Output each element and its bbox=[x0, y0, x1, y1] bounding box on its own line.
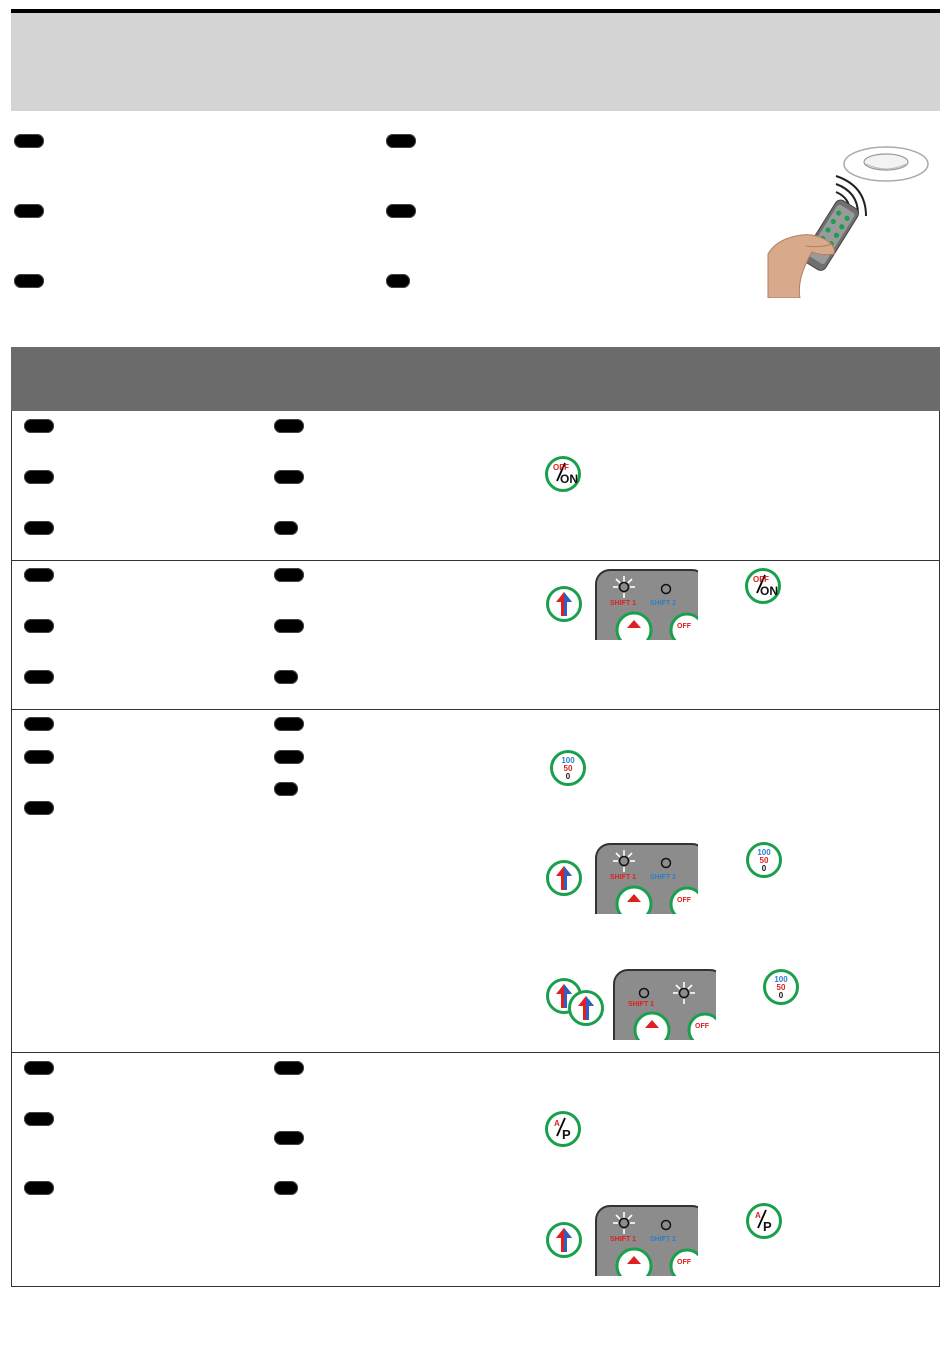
language-pill bbox=[24, 670, 54, 684]
auto-presence-button[interactable] bbox=[545, 1111, 581, 1147]
language-pill bbox=[24, 1112, 54, 1126]
mode-button[interactable] bbox=[550, 750, 586, 786]
auto-presence-icon bbox=[749, 1206, 779, 1236]
language-pill bbox=[386, 204, 416, 218]
shift-arrow-icon bbox=[549, 589, 579, 619]
language-pill bbox=[274, 1061, 304, 1075]
auto-presence-button[interactable] bbox=[746, 1203, 782, 1239]
language-pill bbox=[274, 717, 304, 731]
svg-text:OFF: OFF bbox=[677, 897, 691, 904]
svg-text:OFF: OFF bbox=[553, 463, 569, 472]
svg-text:A: A bbox=[554, 1119, 560, 1128]
language-pill bbox=[274, 521, 298, 535]
instructions-table bbox=[11, 411, 940, 1287]
svg-text:A: A bbox=[755, 1211, 761, 1220]
language-pill bbox=[386, 134, 416, 148]
mode-button[interactable] bbox=[763, 969, 799, 1005]
language-pill bbox=[24, 717, 54, 731]
language-pill bbox=[14, 204, 44, 218]
table-row bbox=[11, 560, 940, 561]
svg-text:SHIFT 1: SHIFT 1 bbox=[628, 1001, 655, 1008]
language-pill bbox=[24, 619, 54, 633]
svg-text:P: P bbox=[562, 1127, 571, 1142]
off-on-button[interactable] bbox=[745, 568, 781, 604]
table-row bbox=[11, 1052, 940, 1053]
language-pill bbox=[24, 750, 54, 764]
svg-text:100: 100 bbox=[561, 756, 575, 765]
language-pill bbox=[274, 670, 298, 684]
svg-text:SHIFT 1: SHIFT 1 bbox=[610, 874, 637, 881]
svg-text:0: 0 bbox=[761, 864, 767, 873]
language-pill bbox=[14, 274, 44, 288]
mode-icon bbox=[749, 845, 779, 875]
shift-button[interactable] bbox=[546, 860, 582, 896]
auto-presence-icon bbox=[548, 1114, 578, 1144]
table-header bbox=[11, 347, 940, 411]
remote-control-icon bbox=[766, 142, 932, 298]
language-pill bbox=[274, 782, 298, 796]
shift1-panel bbox=[594, 842, 698, 914]
svg-text:OFF: OFF bbox=[677, 623, 691, 630]
language-pill bbox=[24, 1061, 54, 1075]
svg-text:100: 100 bbox=[757, 848, 771, 857]
svg-text:50: 50 bbox=[759, 856, 769, 865]
svg-text:ON: ON bbox=[560, 472, 578, 486]
language-pill bbox=[274, 1181, 298, 1195]
svg-text:SHIFT 2: SHIFT 2 bbox=[650, 600, 677, 607]
svg-text:OFF: OFF bbox=[695, 1023, 709, 1030]
language-pill bbox=[24, 801, 54, 815]
shift-button[interactable] bbox=[568, 990, 604, 1026]
table-row bbox=[11, 709, 940, 710]
svg-text:ON: ON bbox=[760, 584, 778, 598]
language-pill bbox=[274, 1131, 304, 1145]
shift1-panel bbox=[594, 1204, 698, 1276]
svg-text:50: 50 bbox=[563, 764, 573, 773]
off-on-icon bbox=[748, 571, 778, 601]
mode-icon bbox=[553, 753, 583, 783]
svg-text:SHIFT 1: SHIFT 1 bbox=[610, 1236, 637, 1243]
language-pill bbox=[24, 568, 54, 582]
shift1-panel bbox=[594, 568, 698, 640]
language-pill bbox=[24, 419, 54, 433]
svg-text:OFF: OFF bbox=[677, 1259, 691, 1266]
language-pill bbox=[386, 274, 410, 288]
language-pill bbox=[274, 419, 304, 433]
mode-icon bbox=[766, 972, 796, 1002]
svg-text:SHIFT 1: SHIFT 1 bbox=[610, 600, 637, 607]
svg-text:OFF: OFF bbox=[753, 575, 769, 584]
language-pill bbox=[24, 521, 54, 535]
language-pill bbox=[24, 470, 54, 484]
svg-text:0: 0 bbox=[778, 991, 784, 1000]
svg-text:P: P bbox=[763, 1219, 772, 1234]
ceiling-sensor-icon bbox=[844, 147, 928, 181]
svg-text:SHIFT 2: SHIFT 2 bbox=[650, 874, 677, 881]
svg-text:0: 0 bbox=[565, 772, 571, 781]
shift-arrow-icon bbox=[549, 1225, 579, 1255]
language-pill bbox=[274, 568, 304, 582]
language-pill bbox=[14, 134, 44, 148]
shift2-panel bbox=[612, 968, 716, 1040]
shift-arrow-icon bbox=[571, 993, 601, 1023]
off-on-button[interactable] bbox=[545, 456, 581, 492]
shift-button[interactable] bbox=[546, 1222, 582, 1258]
language-pill bbox=[274, 470, 304, 484]
language-pill bbox=[24, 1181, 54, 1195]
language-pill bbox=[274, 619, 304, 633]
svg-text:100: 100 bbox=[774, 975, 788, 984]
language-pill bbox=[274, 750, 304, 764]
shift-button[interactable] bbox=[546, 586, 582, 622]
shift-arrow-icon bbox=[549, 863, 579, 893]
svg-text:50: 50 bbox=[776, 983, 786, 992]
off-on-icon bbox=[548, 459, 578, 489]
mode-button[interactable] bbox=[746, 842, 782, 878]
svg-text:SHIFT 2: SHIFT 2 bbox=[650, 1236, 677, 1243]
header-band bbox=[11, 13, 940, 111]
